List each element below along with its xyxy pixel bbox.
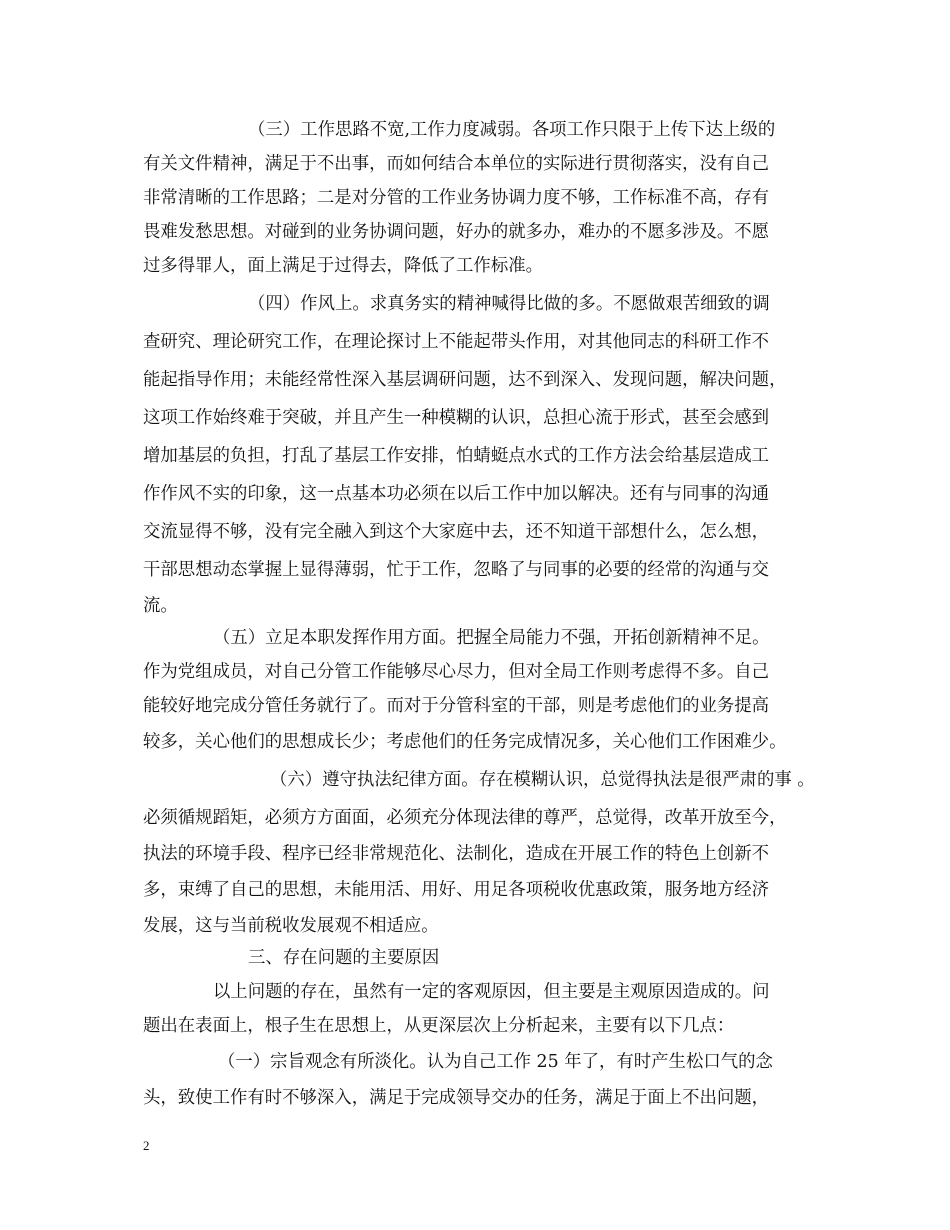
text-line: （四）作风上。求真务实的精神喊得比做的多。不愿做艰苦细致的调 <box>248 294 770 314</box>
page-number: 2 <box>143 1138 150 1153</box>
text-line: 较多，关心他们的思想成长少；考虑他们的任务完成情况多，关心他们工作困难少。 <box>143 732 787 752</box>
text-line: （一）宗旨观念有所淡化。认为自己工作 25 年了，有时产生松口气的念 <box>218 1052 773 1072</box>
text-line: 增加基层的负担，打乱了基层工作安排，怕蜻蜓点水式的工作方法会给基层造成工 <box>143 446 770 466</box>
text-line: 作为党组成员，对自己分管工作能够尽心尽力，但对全局工作则考虑得不多。自己 <box>143 662 770 682</box>
text-line: 能起指导作用；未能经常性深入基层调研问题，达不到深入、发现问题，解决问题， <box>143 370 787 390</box>
text-line: 执法的环境手段、程序已经非常规范化、法制化，造成在开展工作的特色上创新不 <box>143 844 770 864</box>
text-line: 题出在表面上，根子生在思想上，从更深层次上分析起来，主要有以下几点： <box>143 1016 735 1036</box>
text-line: 多，束缚了自己的思想，未能用活、用好、用足各项税收优惠政策，服务地方经济 <box>143 880 770 900</box>
text-line: 作作风不实的印象，这一点基本功必须在以后工作中加以解决。还有与同事的沟通 <box>143 484 770 504</box>
text-line: 这项工作始终难于突破，并且产生一种模糊的认识，总担心流于形式，甚至会感到 <box>143 408 770 428</box>
text-line: 以上问题的存在，虽然有一定的客观原因，但主要是主观原因造成的。问 <box>213 982 770 1002</box>
text-line: 畏难发愁思想。对碰到的业务协调问题，好办的就多办，难办的不愿多涉及。不愿 <box>143 222 770 242</box>
text-line: （六）遵守执法纪律方面。存在模糊认识，总觉得执法是很严肃的事 。 <box>270 770 815 790</box>
text-line: （三）工作思路不宽,工作力度减弱。各项工作只限于上传下达上级的 <box>248 120 776 140</box>
text-line: 能较好地完成分管任务就行了。而对于分管科室的干部，则是考虑他们的业务提高 <box>143 696 770 716</box>
text-line: 查研究、理论研究工作，在理论探讨上不能起带头作用，对其他同志的科研工作不 <box>143 332 770 352</box>
text-line: 干部思想动态掌握上显得薄弱，忙于工作，忽略了与同事的必要的经常的沟通与交 <box>143 560 770 580</box>
text-line: 发展，这与当前税收发展观不相适应。 <box>143 916 439 936</box>
text-line: 过多得罪人，面上满足于过得去，降低了工作标准。 <box>143 256 543 276</box>
text-line: 流。 <box>143 596 178 616</box>
text-line: （五）立足本职发挥作用方面。把握全局能力不强，开拓创新精神不足。 <box>213 628 770 648</box>
text-line: 有关文件精神，满足于不出事，而如何结合本单位的实际进行贯彻落实，没有自己 <box>143 154 770 174</box>
text-line: 头，致使工作有时不够深入，满足于完成领导交办的任务，满足于面上不出问题， <box>143 1088 770 1108</box>
text-line: 非常清晰的工作思路；二是对分管的工作业务协调力度不够，工作标准不高，存有 <box>143 188 770 208</box>
text-line: 交流显得不够，没有完全融入到这个大家庭中去，还不知道干部想什么，怎么想， <box>143 522 770 542</box>
section-heading: 三、存在问题的主要原因 <box>248 948 440 968</box>
text-line: 必须循规蹈矩，必须方方面面，必须充分体现法律的尊严，总觉得，改革开放至今， <box>143 808 787 828</box>
